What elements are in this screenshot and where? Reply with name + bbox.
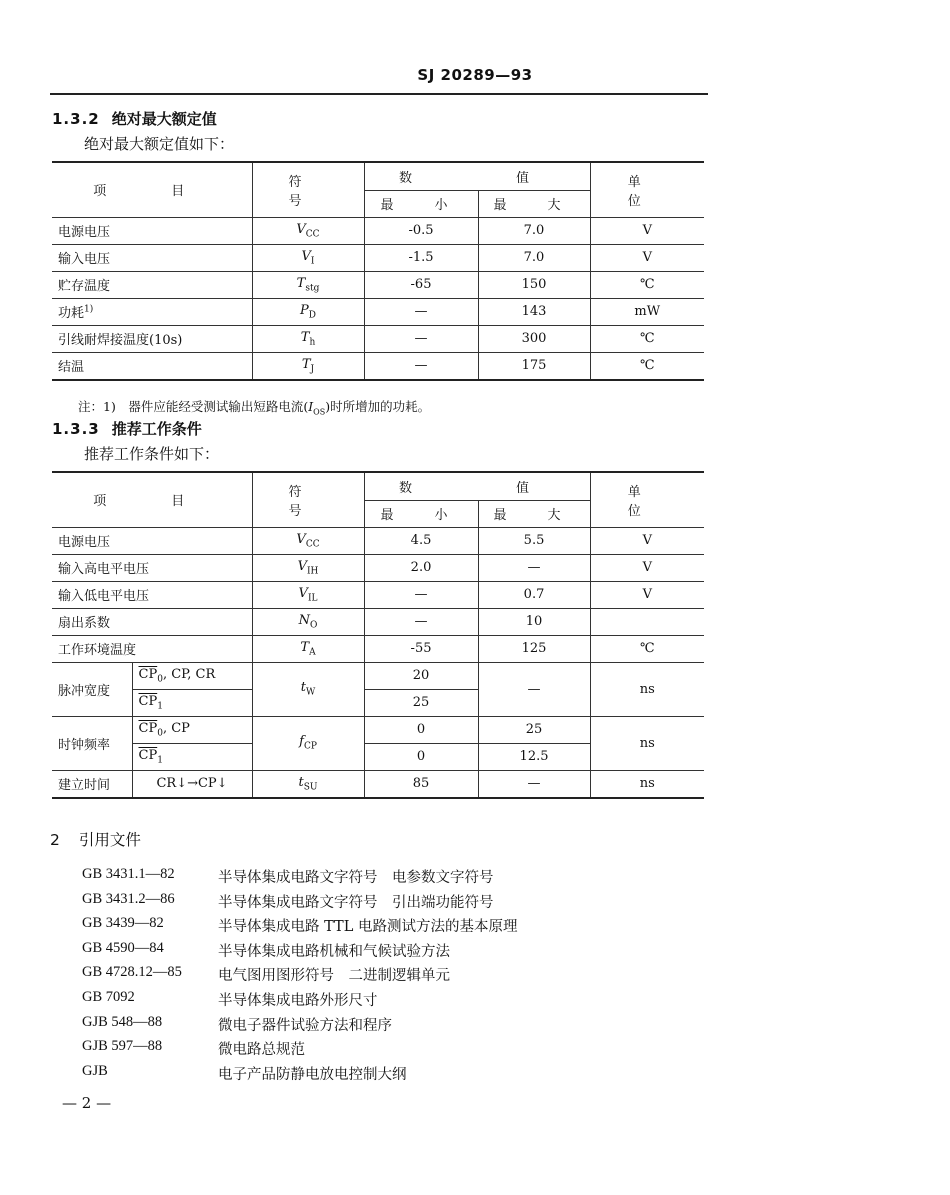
section-1-3-2-heading (52, 108, 217, 129)
table-row (52, 527, 704, 554)
cell-unit: V (590, 217, 704, 244)
cell-min: 4.5 (364, 527, 478, 554)
cell-item: 输入低电平电压 (52, 581, 252, 608)
cell-max: 125 (478, 635, 590, 662)
cell-subcondition: $\overline{CP}_1$ (132, 689, 252, 716)
document-number: SJ 20289—93 (417, 66, 533, 84)
cell-subcondition: $\overline{CP}_0$, CP, CR (132, 662, 252, 689)
cell-symbol: $V_{IH}$ (252, 554, 364, 581)
footnote: 注：1) 器件应能经受测试输出短路电流$(I_{OS})$时所增加的功耗。 (78, 399, 431, 417)
section-number: 1.3.3 (52, 420, 100, 438)
list-item: GJB 548—88 微电子器件试验方法和程序 (82, 1013, 392, 1034)
list-item: GB 7092 半导体集成电路外形尺寸 (82, 988, 378, 1009)
cell-item: 电源电压 (52, 217, 252, 244)
col-header-item: 项 目 (52, 162, 252, 217)
cell-unit: ns (590, 716, 704, 770)
table-row (52, 716, 704, 743)
col-header-symbol: 符 号 (252, 472, 364, 527)
header-rule (50, 93, 708, 95)
cell-min: 0 (364, 743, 478, 770)
section-number: 2 (50, 831, 61, 849)
cell-min: — (364, 608, 478, 635)
cell-symbol: $f_{CP}$ (252, 716, 364, 770)
cell-unit: ns (590, 662, 704, 716)
cell-item: 扇出系数 (52, 608, 252, 635)
recommended-conditions-table (52, 471, 704, 799)
cell-item: 输入高电平电压 (52, 554, 252, 581)
cell-max: 300 (478, 325, 590, 352)
cell-min: — (364, 581, 478, 608)
cell-symbol: $V_{IL}$ (252, 581, 364, 608)
cell-max: 175 (478, 352, 590, 380)
table-row (52, 608, 704, 635)
cell-subcondition: CR↓→CP↓ (132, 770, 252, 798)
cell-unit: ns (590, 770, 704, 798)
cell-max: — (478, 554, 590, 581)
table-row (52, 352, 704, 380)
section-number: 1.3.2 (52, 110, 100, 128)
list-item: GB 4590—84 半导体集成电路机械和气候试验方法 (82, 939, 450, 960)
cell-min: 25 (364, 689, 478, 716)
cell-max: 7.0 (478, 217, 590, 244)
cell-max: — (478, 770, 590, 798)
section-1-3-3-intro: 推荐工作条件如下： (84, 445, 220, 463)
cell-symbol: $T_h$ (252, 325, 364, 352)
cell-min: — (364, 298, 478, 325)
cell-subcondition: $\overline{CP}_1$ (132, 743, 252, 770)
list-item: GJB 597—88 微电路总规范 (82, 1038, 305, 1059)
cell-unit: ℃ (590, 271, 704, 298)
cell-unit: mW (590, 298, 704, 325)
cell-max: 7.0 (478, 244, 590, 271)
page-number: — 2 — (62, 1094, 112, 1112)
cell-unit: V (590, 244, 704, 271)
absolute-max-ratings-table (52, 161, 704, 381)
cell-symbol: $t_{SU}$ (252, 770, 364, 798)
table-row (52, 635, 704, 662)
cell-min: — (364, 352, 478, 380)
list-item: GB 4728.12—85 电气图用图形符号 二进制逻辑单元 (82, 964, 450, 985)
cell-subcondition: $\overline{CP}_0$, CP (132, 716, 252, 743)
cell-item: 建立时间 (52, 770, 132, 798)
cell-symbol: $V_I$ (252, 244, 364, 271)
list-item: GJB 电子产品防静电放电控制大纲 (82, 1062, 407, 1083)
table-row (52, 298, 704, 325)
section-title: 推荐工作条件 (111, 420, 202, 438)
cell-min: -1.5 (364, 244, 478, 271)
list-item: GB 3439—82 半导体集成电路 TTL 电路测试方法的基本原理 (82, 915, 518, 936)
section-1-3-2-intro: 绝对最大额定值如下： (84, 135, 235, 153)
section-2-heading (50, 828, 141, 850)
col-header-value: 数 值 (364, 472, 590, 500)
col-header-unit: 单 位 (590, 472, 704, 527)
cell-max: 25 (478, 716, 590, 743)
table-row (52, 662, 704, 689)
list-item: GB 3431.1—82 半导体集成电路文字符号 电参数文字符号 (82, 866, 494, 886)
cell-symbol: $T_A$ (252, 635, 364, 662)
cell-unit: ℃ (590, 352, 704, 380)
cell-min: 0 (364, 716, 478, 743)
cell-max: 0.7 (478, 581, 590, 608)
section-title: 绝对最大额定值 (111, 110, 217, 128)
table-row (52, 244, 704, 271)
col-header-symbol: 符 号 (252, 162, 364, 217)
cell-item: 结温 (52, 352, 252, 380)
cell-item: 工作环境温度 (52, 635, 252, 662)
cell-max: 12.5 (478, 743, 590, 770)
cell-item: 脉冲宽度 (52, 662, 132, 716)
cell-item: 输入电压 (52, 244, 252, 271)
footnote-marker: 1) (84, 304, 94, 315)
cell-min: 20 (364, 662, 478, 689)
cell-max: — (478, 662, 590, 716)
cell-unit (590, 608, 704, 635)
cell-symbol: $N_O$ (252, 608, 364, 635)
table-row (52, 554, 704, 581)
table-row (52, 271, 704, 298)
cell-item: 贮存温度 (52, 271, 252, 298)
cell-min: -55 (364, 635, 478, 662)
col-header-min: 最 小 (364, 500, 478, 527)
col-header-value: 数 值 (364, 162, 590, 190)
cell-min: -0.5 (364, 217, 478, 244)
section-1-3-3-heading (52, 418, 202, 439)
cell-min: -65 (364, 271, 478, 298)
col-header-item: 项 目 (52, 472, 252, 527)
cell-item: 时钟频率 (52, 716, 132, 770)
cell-unit: V (590, 554, 704, 581)
cell-symbol: $T_J$ (252, 352, 364, 380)
table-row (52, 325, 704, 352)
cell-max: 150 (478, 271, 590, 298)
cell-min: 2.0 (364, 554, 478, 581)
cell-unit: V (590, 581, 704, 608)
cell-item: 电源电压 (52, 527, 252, 554)
col-header-min: 最 小 (364, 190, 478, 217)
col-header-max: 最 大 (478, 190, 590, 217)
cell-symbol: $P_D$ (252, 298, 364, 325)
cell-symbol: $T_{stg}$ (252, 271, 364, 298)
list-item: GB 3431.2—86 半导体集成电路文字符号 引出端功能符号 (82, 890, 494, 911)
cell-unit: ℃ (590, 635, 704, 662)
section-title: 引用文件 (78, 831, 141, 849)
col-header-unit: 单 位 (590, 162, 704, 217)
cell-min: 85 (364, 770, 478, 798)
cell-unit: V (590, 527, 704, 554)
cell-min: — (364, 325, 478, 352)
cell-symbol: $V_{CC}$ (252, 527, 364, 554)
table-row (52, 581, 704, 608)
cell-item: 功耗$^{1)}$ (52, 298, 252, 325)
cell-max: 5.5 (478, 527, 590, 554)
cell-unit: ℃ (590, 325, 704, 352)
col-header-max: 最 大 (478, 500, 590, 527)
cell-max: 143 (478, 298, 590, 325)
cell-symbol: $t_W$ (252, 662, 364, 716)
reference-list (82, 866, 517, 1087)
cell-item: 引线耐焊接温度(10s) (52, 325, 252, 352)
table-row (52, 770, 704, 798)
cell-symbol: $V_{CC}$ (252, 217, 364, 244)
cell-max: 10 (478, 608, 590, 635)
table-row (52, 217, 704, 244)
